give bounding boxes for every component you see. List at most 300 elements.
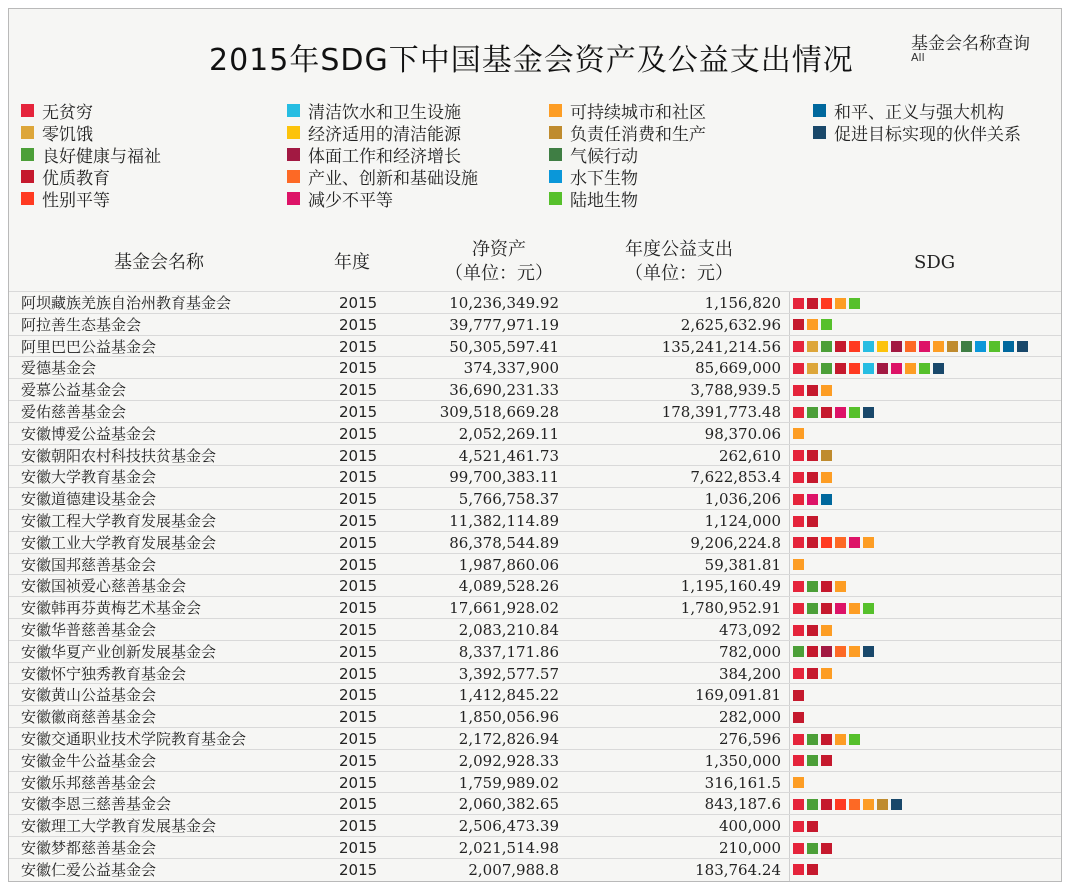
sdg-1-icon[interactable] [793, 537, 804, 548]
sdg-11-icon[interactable] [793, 777, 804, 788]
charity-spend-cell: 1,156,820 [704, 294, 781, 312]
foundation-name-cell: 安徽华夏产业创新发展基金会 [21, 642, 217, 661]
sdg-4-icon[interactable] [807, 668, 818, 679]
year-cell: 2015 [339, 294, 378, 312]
sdg-15-icon[interactable] [849, 407, 860, 418]
legend-label: 水下生物 [570, 168, 638, 189]
table-row[interactable] [9, 814, 1061, 837]
net-assets-cell: 8,337,171.86 [458, 642, 559, 661]
net-assets-cell: 11,382,114.89 [449, 512, 559, 530]
sdg-11-icon[interactable] [835, 298, 846, 309]
sdg-1-icon[interactable] [793, 734, 804, 745]
filter-value[interactable]: All [911, 51, 925, 64]
table-row[interactable] [9, 640, 1061, 663]
sdg-3-icon[interactable] [807, 581, 818, 592]
foundation-name-filter[interactable] [911, 29, 1030, 64]
sdg-cell [793, 597, 877, 619]
year-cell: 2015 [339, 315, 378, 334]
foundation-name-cell: 安徽华普慈善基金会 [21, 621, 157, 639]
foundation-name-cell: 爱慕公益基金会 [21, 381, 127, 400]
sdg-8-icon[interactable] [877, 363, 888, 374]
sdg-15-icon[interactable] [849, 734, 860, 745]
year-cell: 2015 [339, 403, 378, 421]
sdg-8-icon [287, 148, 300, 161]
legend-label: 体面工作和经济增长 [308, 146, 461, 167]
legend-item-sdg-3[interactable] [21, 143, 161, 165]
table-row[interactable] [9, 531, 1061, 554]
sdg-6-icon[interactable] [863, 363, 874, 374]
sdg-1-icon[interactable] [793, 516, 804, 527]
foundation-name-cell: 安徽李恩三慈善基金会 [21, 795, 172, 814]
foundation-name-cell: 安徽博爱公益基金会 [21, 424, 157, 443]
table-row[interactable] [9, 291, 1061, 314]
sdg-15-icon[interactable] [821, 319, 832, 330]
sdg-11-icon[interactable] [793, 428, 804, 439]
sdg-8-icon[interactable] [891, 341, 902, 352]
sdg-cell [793, 793, 905, 815]
legend-item-sdg-11[interactable] [549, 99, 706, 121]
year-cell: 2015 [339, 468, 378, 487]
sdg-cell [793, 357, 947, 379]
sdg-17-icon[interactable] [891, 799, 902, 810]
header-spend[interactable] [609, 238, 749, 286]
year-cell: 2015 [339, 708, 378, 727]
sdg-3-icon [21, 148, 34, 161]
legend-label: 清洁饮水和卫生设施 [308, 102, 461, 123]
header-spend-unit: （单位：元） [625, 263, 733, 284]
sdg-9-icon [287, 170, 300, 183]
legend-item-sdg-5[interactable] [21, 187, 110, 209]
charity-spend-cell: 2,625,632.96 [680, 315, 781, 334]
foundation-name-cell: 安徽大学教育基金会 [21, 468, 157, 487]
year-cell: 2015 [339, 533, 378, 552]
sdg-4-icon[interactable] [821, 734, 832, 745]
sdg-4-icon[interactable] [821, 755, 832, 766]
table-row[interactable] [9, 378, 1061, 401]
charity-spend-cell: 843,187.6 [704, 795, 781, 814]
table-row[interactable] [9, 553, 1061, 576]
charity-spend-cell: 1,195,160.49 [680, 577, 781, 596]
legend-label: 优质教育 [42, 168, 110, 189]
sdg-4-icon[interactable] [807, 646, 818, 657]
legend-label: 负责任消费和生产 [570, 124, 706, 145]
sdg-6-icon[interactable] [863, 341, 874, 352]
sdg-cell [793, 728, 863, 750]
sdg-cell [793, 575, 849, 597]
sdg-cell [793, 663, 835, 685]
sdg-12-icon[interactable] [877, 799, 888, 810]
foundation-name-cell: 安徽金牛公益基金会 [21, 751, 157, 770]
legend-label: 陆地生物 [570, 190, 638, 211]
table-row[interactable] [9, 356, 1061, 379]
foundation-name-cell: 安徽怀宁独秀教育基金会 [21, 664, 187, 683]
sdg-cell [793, 466, 835, 488]
sdg-14-icon[interactable] [975, 341, 986, 352]
sdg-cell [793, 641, 877, 663]
charity-spend-cell: 85,669,000 [695, 359, 781, 378]
sdg-11-icon[interactable] [821, 385, 832, 396]
charity-spend-cell: 316,161.5 [704, 773, 781, 792]
sdg-3-icon[interactable] [821, 341, 832, 352]
sdg-17-icon [813, 126, 826, 139]
net-assets-cell: 2,172,826.94 [458, 730, 559, 748]
legend-item-sdg-10[interactable] [287, 187, 393, 209]
sdg-10-icon[interactable] [849, 537, 860, 548]
table-row[interactable] [9, 422, 1061, 445]
year-cell: 2015 [339, 730, 378, 748]
charity-spend-cell: 210,000 [718, 839, 781, 857]
sdg-9-icon[interactable] [849, 799, 860, 810]
net-assets-cell: 2,021,514.98 [458, 839, 559, 857]
sdg-4-icon[interactable] [821, 603, 832, 614]
header-sdg[interactable]: SDG [914, 252, 956, 273]
sdg-1-icon[interactable] [793, 668, 804, 679]
sdg-11-icon[interactable] [849, 646, 860, 657]
legend-item-sdg-2[interactable] [21, 121, 93, 143]
sdg-cell [793, 532, 877, 554]
foundation-name-cell: 安徽道德建设基金会 [21, 490, 157, 509]
sdg-cell [793, 815, 821, 837]
sdg-10-icon[interactable] [835, 603, 846, 614]
foundation-name-cell: 爱佑慈善基金会 [21, 403, 127, 421]
legend-item-sdg-7[interactable] [287, 121, 461, 143]
sdg-cell [793, 488, 835, 510]
foundation-name-cell: 安徽工程大学教育发展基金会 [21, 512, 217, 530]
sdg-4-icon[interactable] [807, 864, 818, 875]
sdg-17-icon[interactable] [1017, 341, 1028, 352]
table-row[interactable] [9, 771, 1061, 794]
header-assets[interactable] [439, 238, 559, 286]
net-assets-cell: 309,518,669.28 [439, 403, 559, 421]
table-row[interactable] [9, 400, 1061, 423]
sdg-11-icon[interactable] [835, 734, 846, 745]
sdg-1-icon[interactable] [793, 494, 804, 505]
legend-item-sdg-15[interactable] [549, 187, 638, 209]
header-spend-title: 年度公益支出 [625, 239, 733, 260]
sdg-5-icon [21, 192, 34, 205]
sdg-4-icon[interactable] [807, 821, 818, 832]
sdg-3-icon[interactable] [821, 363, 832, 374]
sdg-15-icon [549, 192, 562, 205]
net-assets-cell: 2,506,473.39 [458, 817, 559, 836]
foundation-name-cell: 安徽黄山公益基金会 [21, 686, 157, 705]
sdg-11-icon[interactable] [933, 341, 944, 352]
sdg-1-icon[interactable] [793, 755, 804, 766]
legend-item-sdg-9[interactable] [287, 165, 478, 187]
sdg-7-icon[interactable] [877, 341, 888, 352]
header-assets-unit: （单位：元） [445, 263, 553, 284]
legend-label: 可持续城市和社区 [570, 102, 706, 123]
legend-item-sdg-1[interactable] [21, 99, 93, 121]
net-assets-cell: 39,777,971.19 [449, 315, 559, 334]
sdg-cell [793, 772, 807, 794]
sdg-4-icon[interactable] [807, 472, 818, 483]
sdg-15-icon[interactable] [919, 363, 930, 374]
table-row[interactable] [9, 727, 1061, 750]
sdg-9-icon[interactable] [905, 341, 916, 352]
table-row[interactable] [9, 705, 1061, 728]
legend-item-sdg-14[interactable] [549, 165, 638, 187]
sdg-13-icon [549, 148, 562, 161]
sdg-1-icon[interactable] [793, 581, 804, 592]
sdg-4-icon[interactable] [807, 450, 818, 461]
sdg-cell [793, 401, 877, 423]
sdg-11-icon[interactable] [821, 668, 832, 679]
sdg-1-icon[interactable] [793, 603, 804, 614]
table-row[interactable] [9, 662, 1061, 685]
sdg-11-icon[interactable] [807, 319, 818, 330]
foundation-name-cell: 安徽国祯爱心慈善基金会 [21, 577, 187, 596]
header-name[interactable]: 基金会名称 [114, 252, 204, 273]
sdg-11-icon[interactable] [863, 537, 874, 548]
sdg-10-icon[interactable] [919, 341, 930, 352]
legend-label: 促进目标实现的伙伴关系 [834, 124, 1021, 145]
foundation-name-cell: 爱德基金会 [21, 359, 97, 378]
foundation-name-cell: 安徽工业大学教育发展基金会 [21, 533, 217, 552]
sdg-1-icon[interactable] [793, 341, 804, 352]
sdg-3-icon[interactable] [807, 843, 818, 854]
charity-spend-cell: 282,000 [718, 708, 781, 727]
sdg-10-icon[interactable] [835, 407, 846, 418]
sdg-11-icon[interactable] [821, 625, 832, 636]
sdg-1-icon[interactable] [793, 385, 804, 396]
sdg-1-icon[interactable] [793, 799, 804, 810]
sdg-12-icon[interactable] [821, 450, 832, 461]
sdg-11-icon[interactable] [905, 363, 916, 374]
sdg-cell [793, 336, 1031, 358]
charity-spend-cell: 1,036,206 [704, 490, 781, 509]
charity-spend-cell: 473,092 [718, 621, 781, 639]
sdg-9-icon[interactable] [835, 537, 846, 548]
sdg-5-icon[interactable] [821, 298, 832, 309]
sdg-cell [793, 423, 807, 445]
sdg-cell [793, 750, 835, 772]
sdg-2-icon [21, 126, 34, 139]
year-cell: 2015 [339, 860, 378, 879]
sdg-5-icon[interactable] [835, 799, 846, 810]
filter-label: 基金会名称查询 [911, 34, 1030, 54]
legend-label: 气候行动 [570, 146, 638, 167]
table-row[interactable] [9, 574, 1061, 597]
charity-spend-cell: 1,350,000 [704, 751, 781, 770]
sdg-4-icon[interactable] [835, 341, 846, 352]
foundation-name-cell: 安徽交通职业技术学院教育基金会 [21, 730, 247, 748]
legend-item-sdg-13[interactable] [549, 143, 638, 165]
sdg-14-icon [549, 170, 562, 183]
legend-label: 无贫穷 [42, 102, 93, 123]
sdg-11-icon [549, 104, 562, 117]
sdg-cell [793, 706, 807, 728]
sdg-15-icon[interactable] [849, 298, 860, 309]
sdg-10-icon[interactable] [807, 494, 818, 505]
net-assets-cell: 86,378,544.89 [449, 533, 559, 552]
year-cell: 2015 [339, 773, 378, 792]
sdg-3-icon[interactable] [807, 603, 818, 614]
legend-item-sdg-17[interactable] [813, 121, 1021, 143]
sdg-17-icon[interactable] [933, 363, 944, 374]
sdg-1-icon[interactable] [793, 843, 804, 854]
table-row[interactable] [9, 509, 1061, 532]
sdg-5-icon[interactable] [821, 537, 832, 548]
sdg-3-icon[interactable] [793, 646, 804, 657]
sdg-4-icon[interactable] [821, 799, 832, 810]
table-row[interactable] [9, 444, 1061, 467]
sdg-1-icon[interactable] [793, 472, 804, 483]
sdg-11-icon[interactable] [849, 603, 860, 614]
charity-spend-cell: 262,610 [718, 446, 781, 465]
net-assets-cell: 4,521,461.73 [458, 446, 559, 465]
sdg-3-icon[interactable] [807, 734, 818, 745]
sdg-13-icon[interactable] [961, 341, 972, 352]
sdg-4-icon[interactable] [821, 407, 832, 418]
year-cell: 2015 [339, 642, 378, 661]
sdg-11-icon[interactable] [793, 559, 804, 570]
sdg-4-icon[interactable] [793, 319, 804, 330]
sdg-4-icon [21, 170, 34, 183]
sdg-16-icon[interactable] [1003, 341, 1014, 352]
table-row[interactable] [9, 792, 1061, 815]
sdg-4-icon[interactable] [807, 385, 818, 396]
year-cell: 2015 [339, 446, 378, 465]
charity-spend-cell: 98,370.06 [704, 424, 781, 443]
net-assets-cell: 374,337,900 [463, 359, 559, 378]
sdg-16-icon[interactable] [821, 494, 832, 505]
sdg-3-icon[interactable] [807, 755, 818, 766]
sdg-cell [793, 510, 821, 532]
year-cell: 2015 [339, 555, 378, 574]
net-assets-cell: 50,305,597.41 [449, 337, 559, 356]
sdg-cell [793, 379, 835, 401]
sdg-1-icon[interactable] [793, 450, 804, 461]
table-row[interactable] [9, 618, 1061, 641]
sdg-4-icon[interactable] [821, 843, 832, 854]
net-assets-cell: 2,060,382.65 [458, 795, 559, 814]
sdg-9-icon[interactable] [835, 646, 846, 657]
table-row[interactable] [9, 465, 1061, 488]
sdg-7-icon [287, 126, 300, 139]
net-assets-cell: 5,766,758.37 [458, 490, 559, 509]
sdg-1-icon[interactable] [793, 625, 804, 636]
sdg-1-icon[interactable] [793, 821, 804, 832]
legend-item-sdg-6[interactable] [287, 99, 461, 121]
sdg-1-icon[interactable] [793, 298, 804, 309]
sdg-cell [793, 837, 835, 859]
header-year[interactable]: 年度 [334, 252, 370, 273]
dashboard-frame [8, 8, 1062, 882]
sdg-17-icon[interactable] [863, 407, 874, 418]
sdg-4-icon[interactable] [807, 625, 818, 636]
charity-spend-cell: 183,764.24 [695, 860, 781, 879]
sdg-10-icon[interactable] [891, 363, 902, 374]
year-cell: 2015 [339, 686, 378, 705]
sdg-3-icon[interactable] [807, 407, 818, 418]
net-assets-cell: 2,083,210.84 [458, 621, 559, 639]
charity-spend-cell: 276,596 [718, 730, 781, 748]
sdg-12-icon[interactable] [947, 341, 958, 352]
year-cell: 2015 [339, 839, 378, 857]
sdg-11-icon[interactable] [835, 581, 846, 592]
sdg-4-icon[interactable] [793, 690, 804, 701]
net-assets-cell: 3,392,577.57 [458, 664, 559, 683]
sdg-6-icon [287, 104, 300, 117]
charity-spend-cell: 59,381.81 [704, 555, 781, 574]
legend-item-sdg-4[interactable] [21, 165, 110, 187]
sdg-11-icon[interactable] [821, 472, 832, 483]
year-cell: 2015 [339, 664, 378, 683]
net-assets-cell: 36,690,231.33 [449, 381, 559, 400]
sdg-2-icon[interactable] [807, 341, 818, 352]
sdg-4-icon[interactable] [821, 581, 832, 592]
sdg-5-icon[interactable] [849, 341, 860, 352]
sdg-3-icon[interactable] [807, 799, 818, 810]
foundation-name-cell: 安徽梦都慈善基金会 [21, 839, 157, 857]
table-row[interactable] [9, 749, 1061, 772]
sdg-4-icon[interactable] [807, 516, 818, 527]
sdg-1-icon[interactable] [793, 407, 804, 418]
legend-item-sdg-8[interactable] [287, 143, 461, 165]
legend-label: 和平、正义与强大机构 [834, 102, 1004, 123]
charity-spend-cell: 400,000 [718, 817, 781, 836]
sdg-8-icon[interactable] [821, 646, 832, 657]
charity-spend-cell: 7,622,853.4 [690, 468, 781, 487]
sdg-4-icon[interactable] [807, 537, 818, 548]
sdg-11-icon[interactable] [863, 799, 874, 810]
sdg-17-icon[interactable] [863, 646, 874, 657]
legend-item-sdg-12[interactable] [549, 121, 706, 143]
table-row[interactable] [9, 313, 1061, 336]
table-row[interactable] [9, 335, 1061, 358]
sdg-4-icon[interactable] [807, 298, 818, 309]
sdg-cell [793, 684, 807, 706]
charity-spend-cell: 1,780,952.91 [680, 599, 781, 618]
table-row[interactable] [9, 596, 1061, 619]
sdg-16-icon [813, 104, 826, 117]
sdg-10-icon [287, 192, 300, 205]
sdg-4-icon[interactable] [793, 712, 804, 723]
table-row[interactable] [9, 683, 1061, 706]
charity-spend-cell: 1,124,000 [704, 512, 781, 530]
sdg-1-icon[interactable] [793, 363, 804, 374]
legend-label: 良好健康与福祉 [42, 146, 161, 167]
sdg-1-icon [21, 104, 34, 117]
foundation-name-cell: 安徽仁爱公益基金会 [21, 860, 157, 879]
sdg-2-icon[interactable] [807, 363, 818, 374]
year-cell: 2015 [339, 424, 378, 443]
sdg-1-icon[interactable] [793, 864, 804, 875]
sdg-5-icon[interactable] [849, 363, 860, 374]
year-cell: 2015 [339, 359, 378, 378]
legend-label: 产业、创新和基础设施 [308, 168, 478, 189]
table-row[interactable] [9, 487, 1061, 510]
legend-label: 经济适用的清洁能源 [308, 124, 461, 145]
page-title: 2015年SDG下中国基金会资产及公益支出情况 [209, 43, 854, 78]
sdg-15-icon[interactable] [989, 341, 1000, 352]
sdg-cell [793, 554, 807, 576]
sdg-cell [793, 859, 821, 881]
year-cell: 2015 [339, 337, 378, 356]
table-row[interactable] [9, 858, 1061, 881]
sdg-4-icon[interactable] [835, 363, 846, 374]
year-cell: 2015 [339, 817, 378, 836]
charity-spend-cell: 9,206,224.8 [690, 533, 781, 552]
year-cell: 2015 [339, 577, 378, 596]
table-row[interactable] [9, 836, 1061, 859]
year-cell: 2015 [339, 751, 378, 770]
sdg-15-icon[interactable] [863, 603, 874, 614]
charity-spend-cell: 782,000 [718, 642, 781, 661]
legend-item-sdg-16[interactable] [813, 99, 1004, 121]
net-assets-cell: 1,850,056.96 [458, 708, 559, 727]
